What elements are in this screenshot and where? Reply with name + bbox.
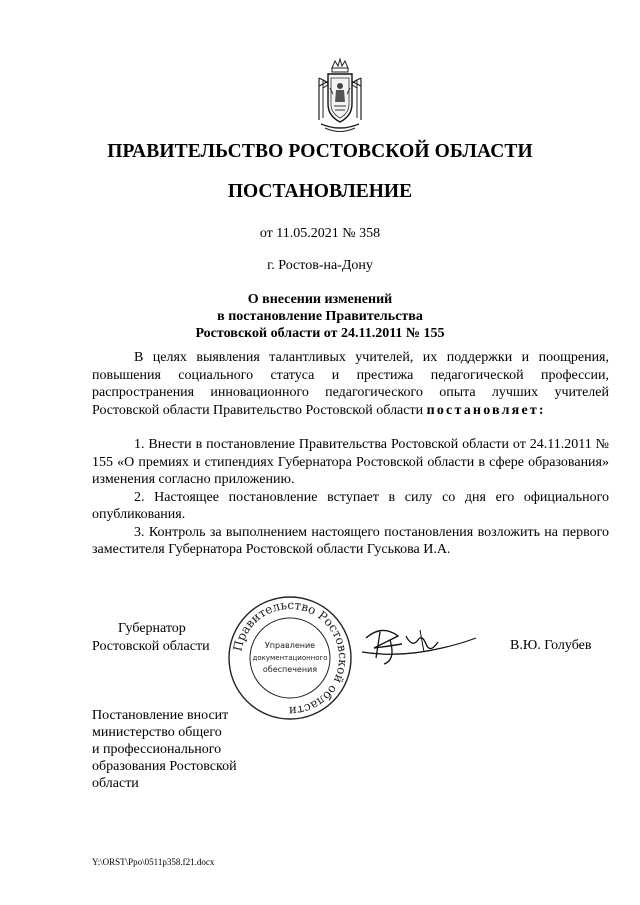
note-line: и профессионального	[92, 742, 222, 757]
document-date-number: от 11.05.2021 № 358	[259, 226, 381, 241]
file-path: Y:\ORST\Ppo\0511p358.f21.docx	[92, 857, 215, 867]
signer-position-line: Губернатор	[118, 621, 186, 636]
document-type: ПОСТАНОВЛЕНИЕ	[227, 181, 413, 202]
item-paragraph: 1. Внести в постановление Правительства Ростовской области от 24.11.2011 № 155 «О премиях и стипендиях Губернатора Ростовской области в сфере образования» изменения согласно приложению.	[92, 437, 609, 487]
preamble-paragraph	[92, 349, 609, 419]
subject-line: в постановление Правительства	[217, 309, 423, 324]
note-line: министерство общего	[92, 725, 222, 740]
document-city: г. Ростов-на-Дону	[267, 258, 373, 273]
signer-position	[92, 620, 210, 656]
submission-note	[92, 707, 237, 792]
item-paragraph: 2. Настоящее постановление вступает в силу со дня его официального опубликования.	[92, 489, 609, 522]
svg-text:Правительство Ростовской облас: Правительство Ростовской области	[230, 597, 351, 719]
document-body	[92, 349, 609, 559]
note-line: образования Ростовской	[92, 759, 237, 774]
subject-line: Ростовской области от 24.11.2011 № 155	[195, 326, 445, 341]
official-stamp	[226, 594, 354, 722]
preamble-text: В целях выявления талантливых учителей, их поддержки и поощрения, повышения социального статуса и престижа педагогической профессии, распространения инновационного педагогического опыта лучших учителей Ростовской области Правительство Ростовской области	[92, 350, 609, 418]
signer-position-line: Ростовской области	[92, 639, 210, 654]
note-line: области	[92, 776, 139, 791]
handwritten-signature	[360, 618, 480, 670]
government-name: ПРАВИТЕЛЬСТВО РОСТОВСКОЙ ОБЛАСТИ	[107, 141, 533, 162]
subject-line: О внесении изменений	[247, 292, 393, 307]
resolves-word: постановляет:	[426, 402, 546, 418]
svg-text:документационного: документационного	[252, 654, 328, 662]
item-paragraph: 3. Контроль за выполнением настоящего постановления возложить на первого заместителя Губернатора Ростовской области Гуськова И.А.	[92, 524, 609, 557]
note-line: Постановление вносит	[92, 708, 229, 723]
svg-text:Управление: Управление	[264, 641, 316, 650]
svg-text:обеспечения: обеспечения	[262, 665, 318, 674]
document-subject	[0, 291, 640, 342]
signer-name: В.Ю. Голубев	[510, 638, 592, 653]
coat-of-arms-icon	[315, 58, 365, 136]
